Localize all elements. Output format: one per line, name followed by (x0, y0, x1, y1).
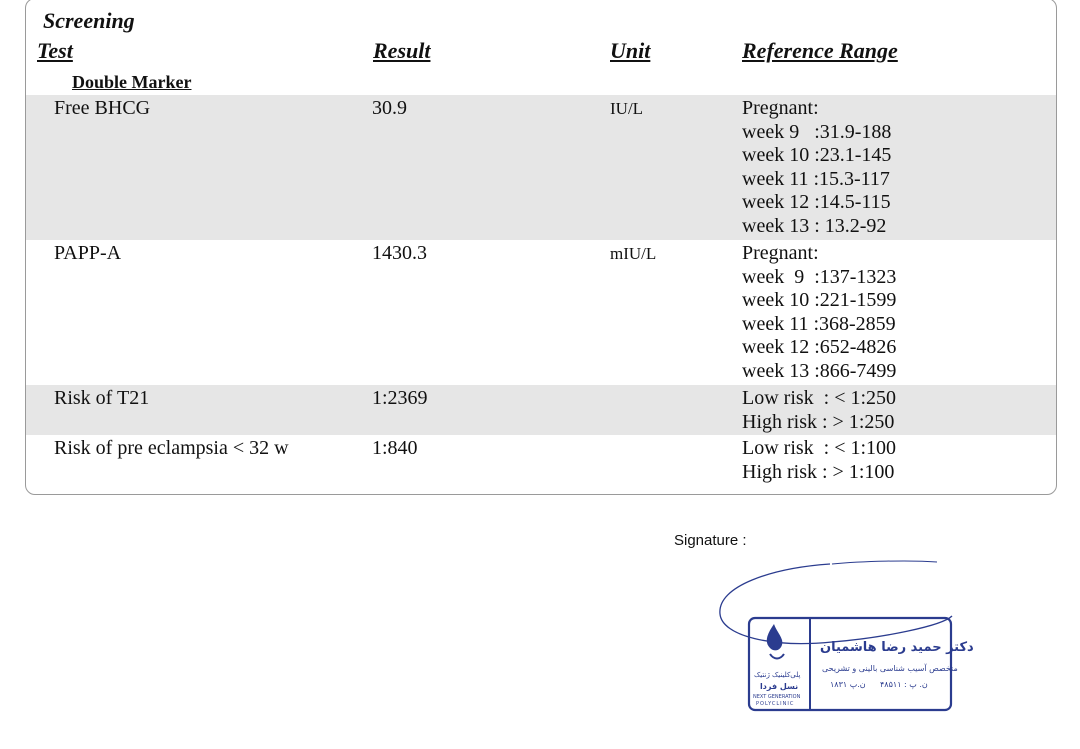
header-test: Test (37, 38, 73, 63)
header-unit: Unit (610, 38, 651, 63)
test-name: PAPP-A (54, 242, 122, 264)
result-value: 30.9 (372, 97, 407, 119)
table-row (26, 240, 1056, 385)
reference-line: week 13 :866-7499 (742, 359, 897, 382)
reference-line: week 11 :15.3-117 (742, 167, 890, 190)
unit-value: IU/L (610, 99, 644, 118)
signature-label: Signature : (674, 532, 747, 549)
group-label-double-marker: Double Marker (72, 72, 192, 92)
table-row (26, 435, 1056, 490)
stamp-doctor-name: دکتر حمید رضا هاشمیان (820, 640, 974, 655)
reference-range (742, 97, 891, 238)
reference-range (742, 242, 896, 383)
reference-line: week 9 :137-1323 (742, 265, 897, 288)
stamp-license: ن. پ : ۴۸۵۱۱ (880, 680, 928, 689)
section-title: Screening (43, 8, 135, 33)
reference-line: week 9 :31.9-188 (742, 120, 892, 143)
result-value: 1430.3 (372, 242, 427, 264)
reference-line: week 10 :23.1-145 (742, 144, 892, 166)
test-name: Risk of T21 (54, 387, 150, 409)
table-row (26, 95, 1056, 240)
reference-line: Pregnant: (742, 242, 819, 264)
doctor-stamp (712, 556, 974, 716)
reference-line: week 11 :368-2859 (742, 312, 896, 335)
signature-stroke (712, 556, 962, 716)
reference-line: Low risk : < 1:250 (742, 387, 897, 409)
unit-value: mIU/L (610, 244, 657, 263)
stamp-clinic-brand: نسل فردا (760, 682, 799, 691)
reference-line: week 12 :652-4826 (742, 336, 897, 358)
reference-range (742, 387, 896, 434)
stamp-clinic-en-2: POLYCLINIC (756, 701, 795, 707)
test-name: Free BHCG (54, 97, 151, 119)
stamp-clinic-fa: پلی‌کلینیک ژنتیک (754, 671, 801, 679)
clinic-logo-icon (767, 624, 783, 650)
test-name: Risk of pre eclampsia < 32 w (54, 437, 289, 459)
stamp-code: ۱۸۳۱ ن.پ (830, 680, 866, 689)
reference-line: Low risk : < 1:100 (742, 437, 897, 459)
reference-line: week 12 :14.5-115 (742, 191, 891, 213)
reference-line: week 13 : 13.2-92 (742, 214, 887, 237)
reference-line: High risk : > 1:100 (742, 460, 895, 483)
header-reference-range: Reference Range (742, 38, 898, 63)
header-result: Result (373, 38, 431, 63)
reference-line: Pregnant: (742, 97, 819, 119)
stamp-clinic-en-1: NEXT GENERATION (753, 694, 801, 700)
result-value: 1:840 (372, 437, 418, 459)
table-row (26, 385, 1056, 435)
stamp-specialty: متخصص آسیب شناسی بالینی و تشریحی (822, 664, 958, 673)
reference-line: week 10 :221-1599 (742, 289, 897, 311)
reference-line: High risk : > 1:250 (742, 410, 895, 433)
result-value: 1:2369 (372, 387, 428, 409)
reference-range (742, 437, 896, 484)
